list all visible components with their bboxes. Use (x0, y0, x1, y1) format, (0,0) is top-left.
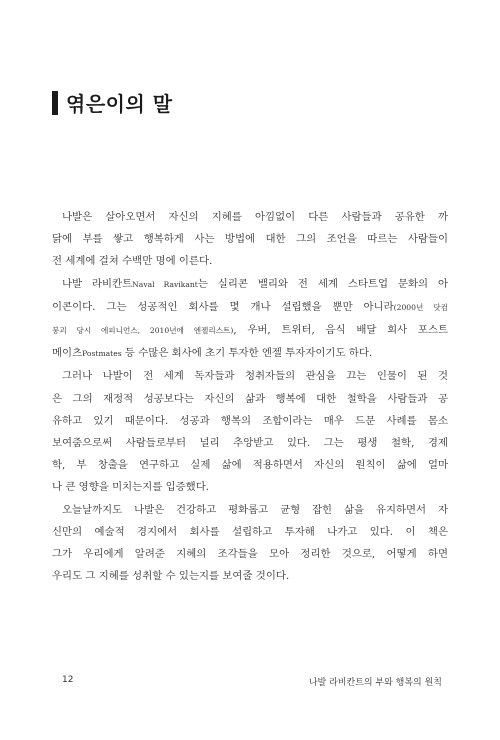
running-footer-title: 나발 라비칸트의 부와 행복의 원칙 (308, 678, 442, 688)
text-line (52, 342, 448, 365)
text-line: 그가 우리에게 알려준 지혜의 조각들을 모아 정리한 것으로, 어떻게 하면 (52, 548, 448, 561)
heading-bar-marker (52, 91, 58, 115)
parenthetical-note: 붕괴 당시 에피니언스, 2010년에 엔젤리스트) (52, 326, 234, 336)
text-line: 신만의 예술적 경지에서 회사를 설립하고 투자해 나가고 있다. 이 책은 (52, 525, 448, 538)
english-name: Naval Ravikant (132, 279, 198, 289)
text-line: 그러나 나발이 전 세계 독자들과 청취자들의 관심을 끄는 인물이 된 것 (62, 370, 448, 383)
text-line: 우리도 그 지혜를 성취할 수 있는지를 보여줄 것이다. (52, 570, 290, 583)
text-line: 보여줌으로써 사람들로부터 널리 추앙받고 있다. 그는 평생 철학, 경제 (52, 437, 448, 450)
text-line: 전 세계에 걸쳐 수백만 명에 이른다. (52, 255, 213, 268)
body-text (52, 206, 448, 587)
text-line (52, 273, 448, 296)
chapter-title: 엮은이의 말 (66, 92, 173, 116)
text-run: 는 실리콘 밸리와 전 세계 스타트업 문화의 아 (197, 277, 448, 290)
text-line: 학, 부 창출을 연구하고 실제 삶에 적용하면서 자신의 원칙이 삶에 얼마 (52, 459, 448, 472)
text-run: , 우버, 트위터, 음식 배달 회사 포스트 (233, 324, 449, 337)
text-line: 나발은 살아오면서 자신의 지혜를 아낌없이 다른 사람들과 공유한 까 (62, 211, 448, 223)
text-run: 메이츠 (52, 347, 83, 360)
text-run: 나발 라비칸트 (62, 277, 133, 290)
page-number: 12 (62, 675, 74, 685)
text-line (52, 319, 448, 342)
text-run: 이콘이다. 그는 성공적인 회사를 몇 개나 설립했을 뿐만 아니라 (52, 300, 394, 313)
text-run: 등 수많은 회사에 초기 투자한 엔젤 투자자이기도 하다. (121, 347, 373, 360)
text-line: 닭에 부를 쌓고 행복하게 사는 방법에 대한 그의 조언을 따르는 사람들이 (52, 233, 448, 246)
text-line: 오늘날까지도 나발은 건강하고 평화롭고 균형 잡힌 삶을 유지하면서 자 (62, 503, 448, 516)
text-line: 나 큰 영향을 미치는지를 입증했다. (52, 481, 210, 494)
parenthetical-note: (2000년 닷컴 (393, 302, 448, 312)
text-line: 은 그의 재정적 성공보다는 자신의 삶과 행복에 대한 철학을 사람들과 공 (52, 392, 448, 405)
text-line: 유하고 있기 때문이다. 성공과 행복의 조합이라는 매우 드문 사례를 몸소 (52, 414, 448, 427)
chapter-heading (52, 88, 173, 117)
text-line (52, 296, 448, 319)
english-name: Postmates (82, 349, 122, 359)
